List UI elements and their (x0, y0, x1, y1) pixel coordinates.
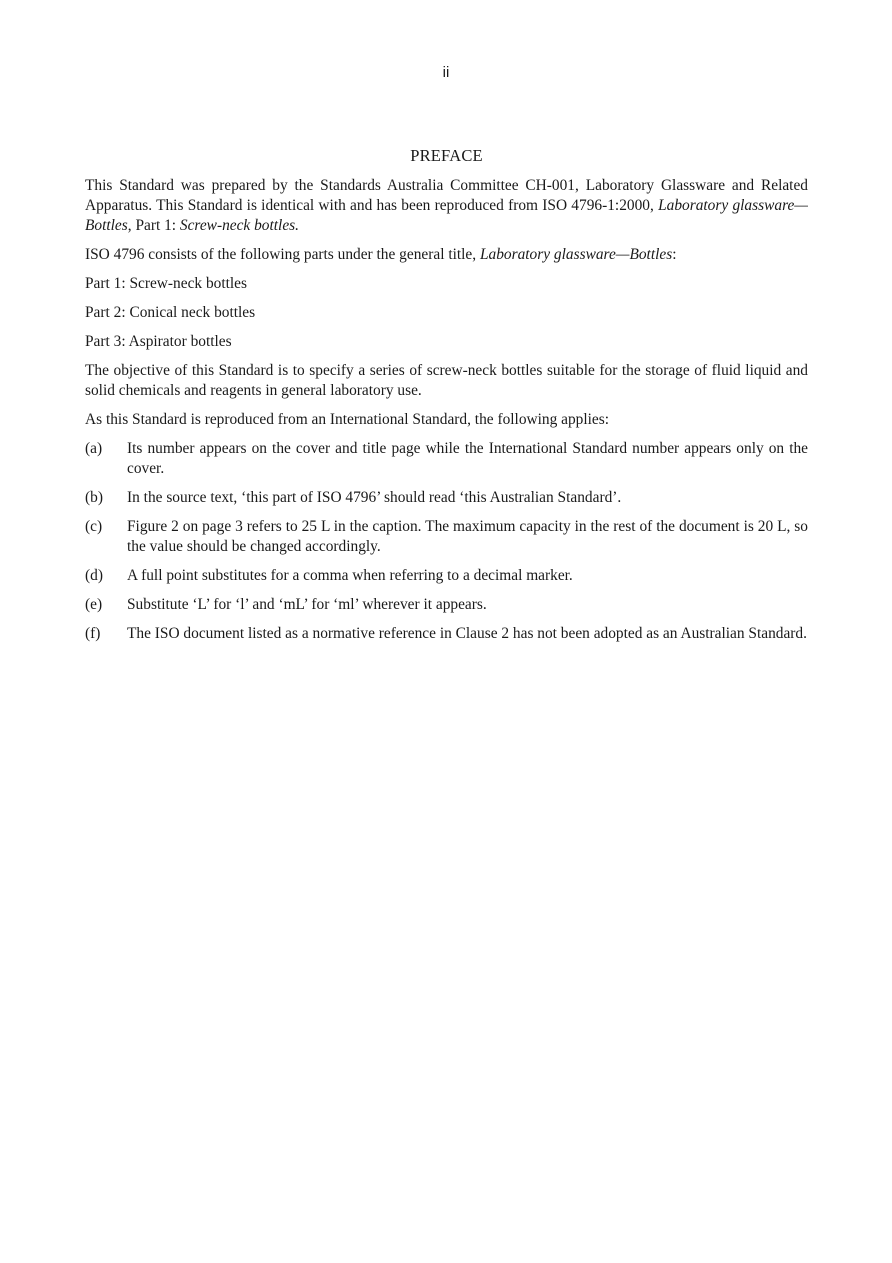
list-item (85, 488, 808, 508)
list-item-text: Substitute ‘L’ for ‘l’ and ‘mL’ for ‘ml’ wherever it appears. (127, 596, 487, 613)
paragraph-text: This Standard was prepared by the Standards Australia Committee CH-001, Laboratory Glassware and Related Apparatus. This Standard is identical with and has been reproduced from ISO 4796-1:2000, (85, 177, 808, 214)
paragraph-text: , Part 1: (127, 217, 180, 234)
list-item-text: In the source text, ‘this part of ISO 4796’ should read ‘this Australian Standard’. (127, 489, 622, 506)
preface-paragraph-1 (85, 176, 808, 236)
list-item (85, 595, 808, 615)
preface-heading: PREFACE (410, 146, 483, 165)
list-item (85, 439, 808, 479)
variations-list (85, 439, 808, 644)
applies-paragraph: As this Standard is reproduced from an International Standard, the following applies: (85, 411, 610, 428)
list-marker: (f) (85, 625, 101, 642)
list-item-text: A full point substitutes for a comma when referring to a decimal marker. (127, 567, 573, 584)
standard-title-italic: Laboratory glassware—Bottles (85, 197, 808, 234)
document-body (85, 145, 808, 653)
list-item-text: Figure 2 on page 3 refers to 25 L in the caption. The maximum capacity in the rest of the document is 20 L, so the value should be changed accordingly. (127, 518, 808, 555)
list-marker: (a) (85, 440, 103, 457)
paragraph-text: ISO 4796 consists of the following parts under the general title, (85, 246, 480, 263)
general-title-italic: Laboratory glassware—Bottles (479, 246, 673, 263)
list-item-text: Its number appears on the cover and title page while the International Standard number appears only on the cover. (127, 440, 808, 477)
list-item (85, 566, 808, 586)
list-marker: (c) (85, 518, 103, 535)
list-marker: (d) (85, 567, 103, 584)
part-2-line: Part 2: Conical neck bottles (85, 304, 256, 321)
part-3-line: Part 3: Aspirator bottles (85, 333, 232, 350)
preface-paragraph-2 (85, 245, 808, 265)
part-title-italic: Screw-neck bottles. (179, 217, 299, 234)
list-marker: (b) (85, 489, 103, 506)
list-item (85, 624, 808, 644)
part-1-line: Part 1: Screw-neck bottles (85, 275, 247, 292)
page-number: ii (442, 64, 450, 81)
list-marker: (e) (85, 596, 103, 613)
objective-paragraph: The objective of this Standard is to specify a series of screw-neck bottles suitable for the storage of fluid liquid and solid chemicals and reagents in general laboratory use. (85, 362, 808, 399)
list-item-text: The ISO document listed as a normative reference in Clause 2 has not been adopted as an Australian Standard. (127, 625, 807, 642)
list-item (85, 517, 808, 557)
paragraph-text: : (672, 246, 677, 263)
